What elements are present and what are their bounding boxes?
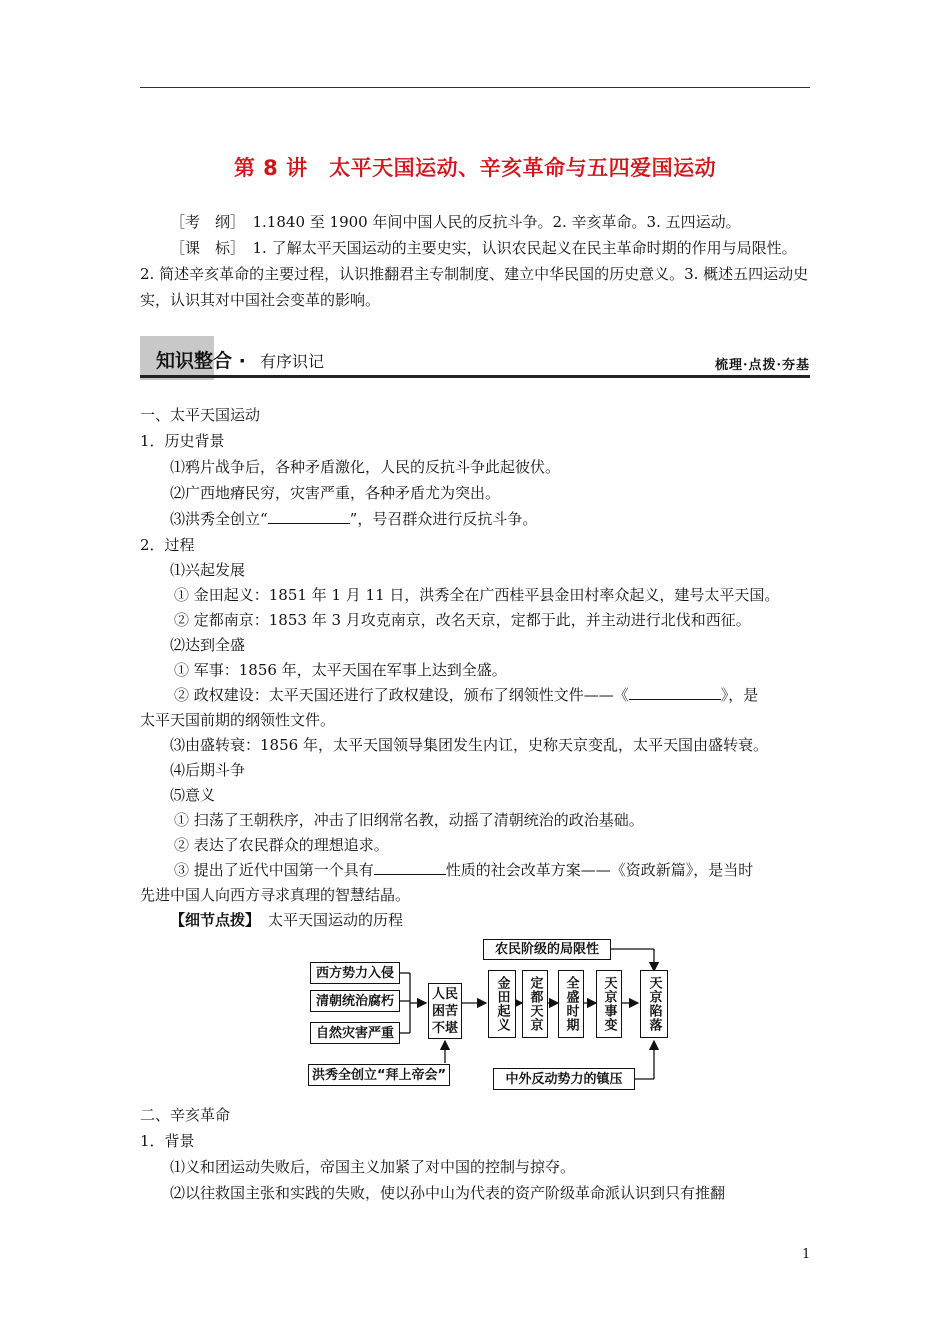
page-number: 1 — [802, 1247, 811, 1262]
fill-blank[interactable] — [268, 509, 350, 524]
list-item: ⑶洪秀全创立“ ”，号召群众进行反抗斗争。 — [170, 510, 538, 528]
stage-box-jintian-uprising: 金田起义 — [488, 970, 516, 1038]
section-banner — [140, 336, 810, 380]
list-item: ⑷后期斗争 — [170, 761, 246, 779]
box-people-suffering: 人民困苦不堪 — [428, 983, 462, 1039]
stage-box-capital-tianjing: 定都天京 — [522, 970, 548, 1038]
subheading-xinhai-background: 1．背景 — [140, 1132, 195, 1150]
list-item: ② 表达了农民群众的理想追求。 — [174, 836, 389, 854]
stage-box-fall-of-tianjing: 天京陷落 — [640, 970, 668, 1038]
list-item: ⑵达到全盛 — [170, 636, 246, 654]
cause-box-qing-corruption: 清朝统治腐朽 — [310, 990, 400, 1012]
list-item: ① 金田起义：1851 年 1 月 11 日，洪秀全在广西桂平县金田村率众起义，建号太平天国。 — [174, 586, 780, 604]
list-item: ③ 提出了近代中国第一个具有 性质的社会改革方案——《资政新篇》，是当时 — [174, 861, 754, 879]
box-hong-god-worshipping-society: 洪秀全创立“拜上帝会” — [308, 1064, 450, 1086]
list-item: ① 军事：1856 年，太平天国在军事上达到全盛。 — [174, 661, 507, 679]
curriculum-standard: ［课 标］ 1. 了解太平天国运动的主要史实，认识农民起义在民主革命时期的作用与局限性。2. 简述辛亥革命的主要过程，认识推翻君主专制制度、建立中华民国的历史意义。3. 概述五四运动史实，认识其对中国社会变革的影响。 — [140, 239, 809, 309]
list-item: ⑸意义 — [170, 786, 216, 804]
stage-box-peak-period: 全盛时期 — [558, 970, 584, 1038]
stage-box-tianjing-incident: 天京事变 — [596, 970, 622, 1038]
list-item: ⑶由盛转衰：1856 年，太平天国领导集团发生内讧，史称天京变乱，太平天国由盛转衰。 — [170, 736, 768, 754]
list-item: ⑴兴起发展 — [170, 561, 246, 579]
fill-blank[interactable] — [629, 685, 721, 700]
subheading-process: 2．过程 — [140, 536, 195, 554]
lesson-title: 第 8 讲 太平天国运动、辛亥革命与五四爱国运动 — [233, 156, 717, 180]
taiping-flow-diagram — [300, 937, 680, 1097]
syllabus-outline: ［考 纲］ 1.1840 至 1900 年间中国人民的反抗斗争。2. 辛亥革命。3. 五四运动。 — [170, 213, 741, 231]
list-item: ⑴义和团运动失败后，帝国主义加紧了对中国的控制与掠夺。 — [170, 1158, 576, 1176]
list-item: ⑴鸦片战争后，各种矛盾激化，人民的反抗斗争此起彼伏。 — [170, 458, 561, 476]
box-reactionary-suppression: 中外反动势力的镇压 — [493, 1068, 635, 1090]
section-heading-xinhai: 二、辛亥革命 — [140, 1106, 231, 1124]
list-item: ① 扫荡了王朝秩序，冲击了旧纲常名教，动摇了清朝统治的政治基础。 — [174, 811, 644, 829]
banner-tagline: 梳理·点拨·夯基 — [714, 358, 810, 373]
list-item: ⑵以往救国主张和实践的失败，使以孙中山为代表的资产阶级革命派认识到只有推翻 — [170, 1184, 726, 1202]
list-item: ⑵广西地瘠民穷，灾害严重，各种矛盾尤为突出。 — [170, 484, 501, 502]
fill-blank[interactable] — [374, 860, 446, 875]
list-item: ② 政权建设：太平天国还进行了政权建设，颁布了纲领性文件——《 》，是 — [174, 686, 759, 704]
list-item: ② 定都南京：1853 年 3 月攻克南京，改名天京，定都于此，并主动进行北伐和西征。 — [174, 611, 751, 629]
cause-box-western-invasion: 西方势力入侵 — [310, 962, 400, 984]
banner-subtitle: 有序识记 — [260, 352, 325, 371]
box-peasant-limitations: 农民阶级的局限性 — [483, 939, 611, 960]
section-heading-taiping: 一、太平天国运动 — [140, 406, 261, 424]
cause-box-natural-disasters: 自然灾害严重 — [310, 1022, 400, 1044]
list-item-continuation: 先进中国人向西方寻求真理的智慧结晶。 — [140, 886, 411, 904]
header-rule — [140, 87, 810, 88]
banner-rule — [140, 375, 810, 378]
banner-title: 知识整合 · — [156, 350, 246, 372]
subheading-background: 1．历史背景 — [140, 432, 225, 450]
detail-note: 【细节点拨】 太平天国运动的历程 — [170, 911, 404, 929]
list-item-continuation: 太平天国前期的纲领性文件。 — [140, 711, 336, 729]
